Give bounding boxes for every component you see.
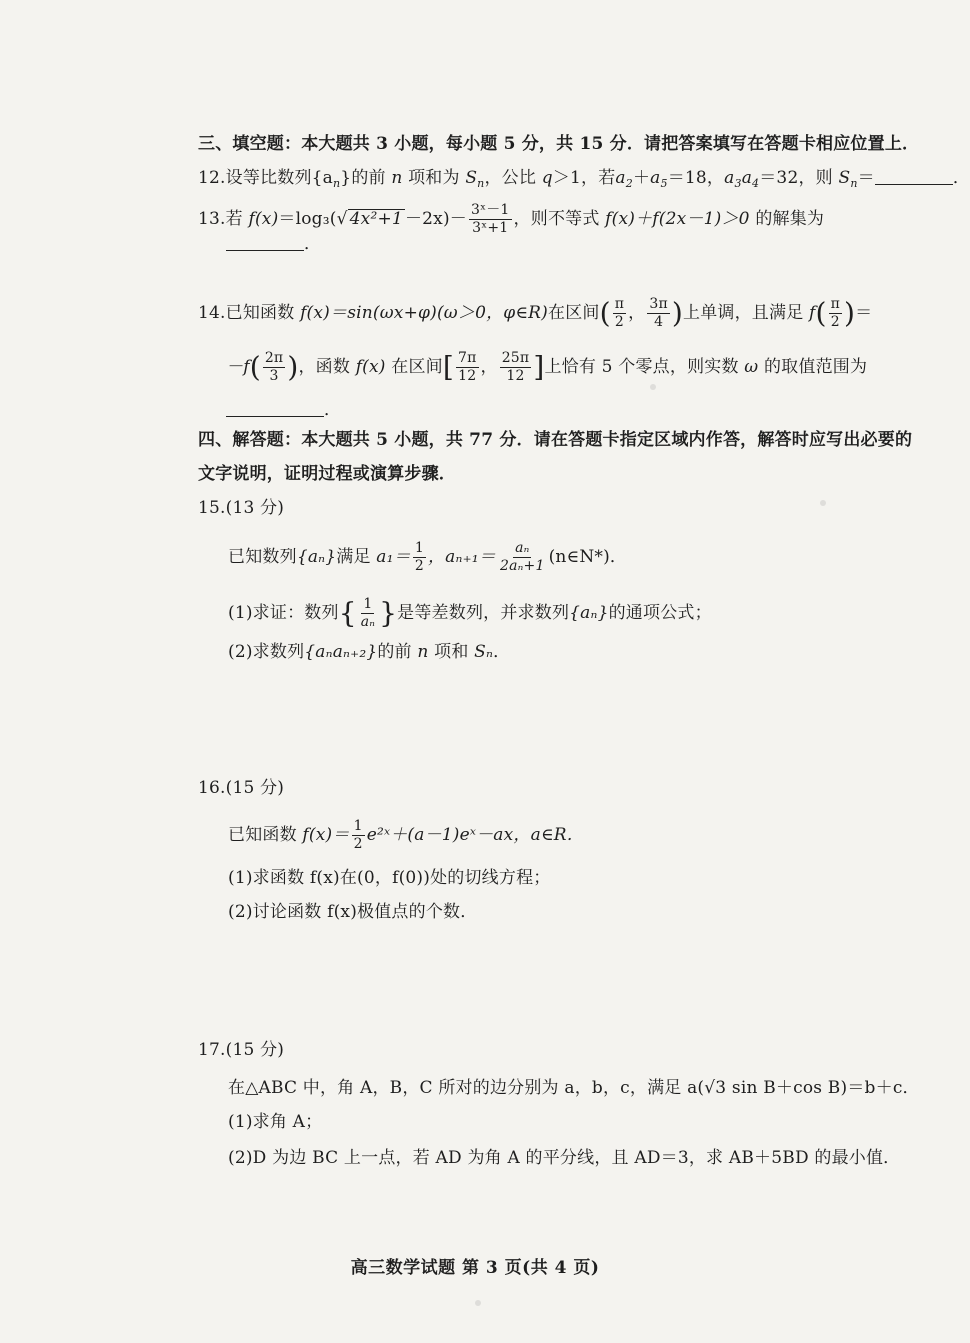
answer-blank-12 [875,166,953,185]
question-13: 13.若 f(x)＝log₃(√ 4x²+1 －2x)－ $\frac{\text{3ˣ－1}}{\text{3ˣ+1}}$ ，则不等式 f(x)＋f(2x－1)＞0 的解集为 [198,202,825,236]
question-14-line-1: 14.已知函数 f(x)＝sin(ωx+φ)(ω＞0，φ∈R)在区间( $\frac{\pi}{2}$ ， $\frac{3\pi}{4}$ )上单调，且满足 f( $\frac{\pi}{2}$ )＝ [198,296,873,330]
scan-speck [475,1300,481,1306]
question-13-number: 13. [198,209,226,229]
question-14-number: 14. [198,303,226,323]
question-13-answer-line: ． [226,232,321,256]
answer-blank-13 [226,232,304,251]
question-15-part-1: (1)求证：数列{ $\frac{1}{\text{aₙ}}$ }是等差数列，并求数列{aₙ}的通项公式； [228,596,712,630]
section4-heading-2: 文字说明，证明过程或演算步骤． [198,464,456,484]
question-17-part-2: (2)D 为边 BC 上一点，若 AD 为角 A 的平分线，且 AD＝3，求 AB＋5BD 的最小值． [228,1148,901,1168]
question-12-number: 12. [198,168,226,188]
question-14-line-2: －f( $\frac{2\pi}{3}$ )，函数 f(x) 在区间[ $\frac{7\pi}{12}$ ， $\frac{25\pi}{12}$ ]上恰有 5 个零点，则实数 ω 的取值范围为 [226,350,868,384]
question-16-part-1: (1)求函数 f(x)在(0，f(0))处的切线方程； [228,868,551,888]
answer-blank-14 [226,398,324,417]
section3-heading: 三、填空题：本大题共 3 小题，每小题 5 分，共 15 分．请把答案填写在答题卡相应位置上． [198,134,920,154]
question-16-part-2: (2)讨论函数 f(x)极值点的个数． [228,902,478,922]
scan-speck [650,384,656,390]
question-17-part-1: (1)求角 A； [228,1112,323,1132]
question-14-answer-line: ． [226,398,341,422]
question-16-number: 16.(15 分) [198,778,285,798]
question-15-part-2: (2)求数列{aₙaₙ₊₂}的前 n 项和 Sₙ． [228,642,511,662]
question-17-given: 在△ABC 中，角 A，B，C 所对的边分别为 a，b，c，满足 a(√3 sin B＋cos B)＝b＋c． [228,1078,920,1098]
section4-heading-1: 四、解答题：本大题共 5 小题，共 77 分．请在答题卡指定区域内作答，解答时应写出必要的 [198,430,913,450]
question-15-given: 已知数列{aₙ}满足 a₁＝ $\frac{1}{2}$ ，aₙ₊₁＝ $\frac{\text{aₙ}}{\text{2aₙ+1}}$ (n∈N*)． [228,540,628,574]
question-16-given: 已知函数 f(x)＝ $\frac{1}{2}$ e²ˣ＋(a－1)eˣ－ax，a∈R． [228,818,584,852]
fraction-13: $\frac{\text{3ˣ－1}}{\text{3ˣ+1}}$ [470,202,510,236]
page-footer: 高三数学试题 第 3 页(共 4 页) [350,1258,600,1278]
question-12: 12.设等比数列$\{a_n\}$的前 n 项和为 $S_n$，公比 q＞1，若$a_2+a_5=18$，$a_3a_4=32$，则 $S_n=$ ． [198,168,970,190]
question-15-number: 15.(13 分) [198,498,285,518]
scan-speck [820,500,826,506]
question-17-number: 17.(15 分) [198,1040,285,1060]
